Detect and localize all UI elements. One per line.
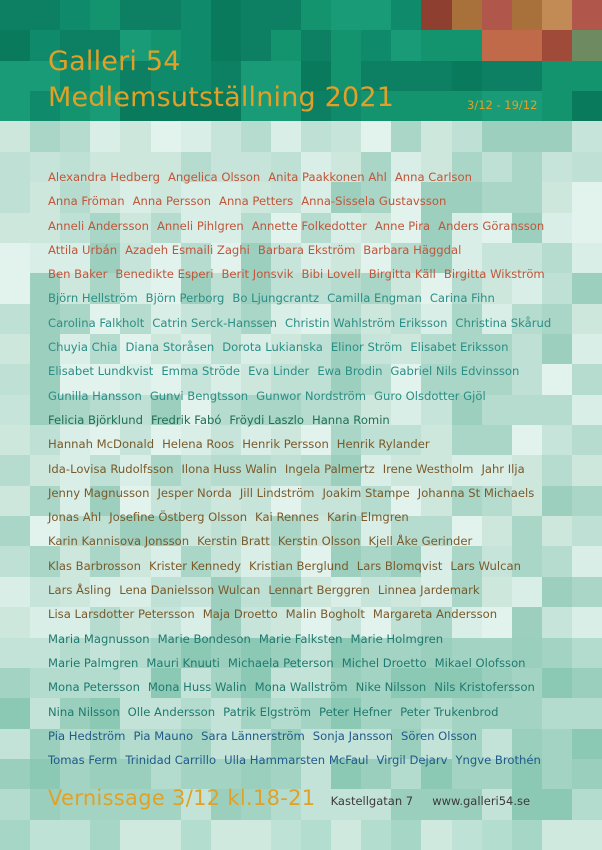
artist-name: Ingela Palmertz	[284, 461, 375, 476]
artist-name: Berit Jonsvik	[221, 267, 294, 282]
artist-name: Carina Fihn	[429, 291, 495, 306]
artist-name: Kristian Berglund	[248, 558, 349, 573]
artist-row	[48, 484, 568, 508]
artist-name: Annette Folkedotter	[251, 218, 367, 233]
artist-name: Eva Linder	[248, 364, 310, 379]
artist-name: Angelica Olsson	[167, 170, 261, 184]
artist-row	[48, 460, 568, 484]
artist-name: Anna-Sissela Gustavsson	[301, 194, 447, 209]
artist-name: Marie Palmgren	[48, 655, 139, 670]
artist-name: Anna Petters	[219, 194, 294, 209]
artist-name: Alexandra Hedberg	[48, 170, 160, 184]
artist-name: Patrik Elgström	[223, 704, 312, 719]
artist-list	[48, 168, 568, 775]
artist-name: Dorota Lukianska	[222, 340, 323, 355]
artist-name: Malin Bogholt	[285, 607, 365, 622]
artist-name: Birgitta Käll	[368, 267, 436, 282]
artist-row	[48, 411, 568, 435]
poster-footer	[48, 786, 530, 810]
vernissage-info: Vernissage 3/12 kl.18-21	[48, 786, 316, 810]
artist-name: Lena Danielsson Wulcan	[119, 583, 261, 598]
artist-row	[48, 630, 568, 654]
artist-name: Klas Barbrosson	[48, 558, 141, 573]
artist-name: Virgil Dejarv	[376, 753, 448, 768]
artist-name: Karin Kannisova Jonsson	[48, 534, 190, 549]
artist-name: Nils Kristofersson	[434, 680, 535, 695]
artist-name: Kjell Åke Gerinder	[368, 534, 473, 549]
artist-name: Barbara Ekström	[257, 242, 356, 257]
artist-name: Diana Storåsen	[125, 340, 215, 355]
artist-name: Anna Persson	[132, 194, 212, 209]
artist-name: Maria Magnusson	[48, 631, 150, 646]
artist-name: Kerstin Bratt	[197, 534, 270, 549]
artist-row	[48, 265, 568, 289]
artist-name: Henrik Rylander	[336, 437, 430, 452]
artist-name: Josefine Östberg Olsson	[109, 510, 248, 525]
artist-name: Sören Olsson	[401, 728, 477, 743]
artist-name: Olle Andersson	[127, 704, 216, 719]
artist-row	[48, 654, 568, 678]
artist-name: Christin Wahlström Eriksson	[285, 315, 448, 330]
artist-name: Karin Elmgren	[327, 510, 409, 525]
artist-name: Anna Carlson	[394, 170, 472, 184]
artist-name: Mona Huss Walin	[147, 680, 247, 695]
artist-name: Lars Åsling	[48, 583, 112, 598]
artist-name: Ewa Brodin	[317, 364, 383, 379]
artist-name: Kai Rennes	[255, 510, 319, 525]
artist-row	[48, 192, 568, 216]
artist-row	[48, 168, 568, 192]
artist-name: Henrik Persson	[242, 437, 329, 452]
artist-name: Margareta Andersson	[372, 607, 498, 622]
artist-name: Jahr Ilja	[481, 461, 525, 476]
artist-name: Gunwor Nordström	[256, 388, 367, 403]
artist-name: Ilona Huss Walin	[181, 461, 277, 476]
artist-name: Kerstin Olsson	[277, 534, 361, 549]
artist-name: Jenny Magnusson	[48, 485, 150, 500]
artist-row	[48, 314, 568, 338]
artist-row	[48, 362, 568, 386]
artist-name: Lisa Larsdotter Petersson	[48, 607, 195, 622]
artist-name: Felicia Björklund	[48, 412, 144, 427]
artist-name: Barbara Häggdal	[363, 242, 462, 257]
artist-name: Nina Nilsson	[48, 704, 120, 719]
poster-header	[48, 44, 394, 116]
artist-name: Nike Nilsson	[355, 680, 427, 695]
artist-name: Bo Ljungcrantz	[232, 291, 320, 306]
artist-name: Pia Hedström	[48, 728, 126, 743]
artist-name: Hannah McDonald	[48, 437, 155, 452]
artist-name: Marie Holmgren	[350, 631, 444, 646]
artist-name: Gunilla Hansson	[48, 388, 142, 403]
artist-row	[48, 387, 568, 411]
artist-row	[48, 678, 568, 702]
artist-name: Yngve Brothén	[455, 753, 541, 768]
artist-name: Catrin Serck-Hanssen	[152, 315, 278, 330]
artist-name: Johanna St Michaels	[417, 485, 535, 500]
artist-name: Marie Falksten	[258, 631, 343, 646]
artist-name: Gunvi Bengtsson	[149, 388, 249, 403]
artist-name: Chuyia Chia	[48, 340, 118, 355]
artist-row	[48, 605, 568, 629]
artist-name: Anders Göransson	[438, 218, 545, 233]
artist-name: Bibi Lovell	[301, 267, 361, 282]
artist-name: Anneli Andersson	[48, 218, 149, 233]
artist-name: Linnea Jardemark	[377, 583, 480, 598]
artist-name: Sara Lännerström	[201, 728, 305, 743]
artist-name: Attila Urbán	[48, 242, 118, 257]
gallery-address: Kastellgatan 7	[330, 794, 414, 808]
artist-name: Guro Olsdotter Gjöl	[374, 388, 486, 403]
artist-row	[48, 581, 568, 605]
artist-name: Anne Pira	[374, 218, 431, 233]
artist-name: Ida-Lovisa Rudolfsson	[48, 461, 174, 476]
artist-name: Helena Roos	[162, 437, 235, 452]
artist-name: Peter Trukenbrod	[400, 704, 499, 719]
artist-name: Benedikte Esperi	[115, 267, 214, 282]
artist-name: Anna Fröman	[48, 194, 125, 209]
artist-row	[48, 435, 568, 459]
artist-name: Joakim Stampe	[322, 485, 410, 500]
artist-name: Azadeh Esmaili Zaghi	[125, 242, 250, 257]
artist-name: Fröydi Laszlo	[229, 412, 304, 427]
artist-name: Krister Kennedy	[148, 558, 241, 573]
artist-name: Christina Skårud	[455, 315, 552, 330]
artist-name: Maja Droetto	[202, 607, 278, 622]
exhibition-title: Medlemsutställning 2021	[48, 82, 395, 113]
artist-name: Lars Wulcan	[450, 558, 521, 573]
artist-name: Mona Wallström	[254, 680, 348, 695]
artist-name: Michaela Peterson	[227, 655, 334, 670]
artist-row	[48, 338, 568, 362]
artist-name: Carolina Falkholt	[48, 315, 145, 330]
artist-name: Hanna Romin	[311, 412, 390, 427]
artist-name: Pia Mauno	[133, 728, 194, 743]
artist-name: Anneli Pihlgren	[156, 218, 244, 233]
artist-name: Jonas Ahl	[48, 510, 102, 525]
artist-name: Emma Ströde	[161, 364, 241, 379]
artist-name: Camilla Engman	[327, 291, 422, 306]
artist-name: Lars Blomqvist	[356, 558, 443, 573]
artist-name: Marie Bondeson	[157, 631, 251, 646]
artist-name: Björn Hellström	[48, 291, 138, 306]
artist-name: Mauri Knuuti	[146, 655, 220, 670]
artist-name: Lennart Berggren	[268, 583, 370, 598]
artist-name: Mikael Olofsson	[434, 655, 526, 670]
artist-name: Peter Hefner	[319, 704, 393, 719]
exhibition-dates: 3/12 - 19/12	[467, 98, 538, 112]
artist-row	[48, 217, 568, 241]
artist-name: Irene Westholm	[382, 461, 474, 476]
artist-name: Birgitta Wikström	[443, 267, 545, 282]
artist-name: Elinor Ström	[330, 340, 403, 355]
artist-name: Ulla Hammarsten McFaul	[224, 753, 369, 768]
artist-row	[48, 557, 568, 581]
gallery-name: Galleri 54	[48, 46, 181, 77]
gallery-website[interactable]: www.galleri54.se	[432, 794, 531, 808]
artist-name: Sonja Jansson	[312, 728, 393, 743]
artist-row	[48, 727, 568, 751]
artist-name: Tomas Ferm	[48, 753, 118, 768]
artist-row	[48, 751, 568, 775]
artist-name: Jill Lindström	[239, 485, 315, 500]
artist-name: Elisabet Lundkvist	[48, 364, 154, 379]
artist-name: Fredrik Fabó	[151, 412, 222, 427]
artist-name: Michel Droetto	[341, 655, 427, 670]
artist-row	[48, 532, 568, 556]
artist-name: Mona Petersson	[48, 680, 140, 695]
artist-name: Trinidad Carrillo	[125, 753, 217, 768]
artist-name: Jesper Norda	[157, 485, 232, 500]
artist-row	[48, 508, 568, 532]
artist-name: Ben Baker	[48, 267, 108, 282]
artist-name: Elisabet Eriksson	[410, 340, 509, 355]
artist-row	[48, 703, 568, 727]
artist-name: Björn Perborg	[145, 291, 225, 306]
artist-name: Gabriel Nils Edvinsson	[390, 364, 520, 379]
artist-row	[48, 289, 568, 313]
artist-name: Anita Paakkonen Ahl	[268, 170, 387, 184]
artist-row	[48, 241, 568, 265]
